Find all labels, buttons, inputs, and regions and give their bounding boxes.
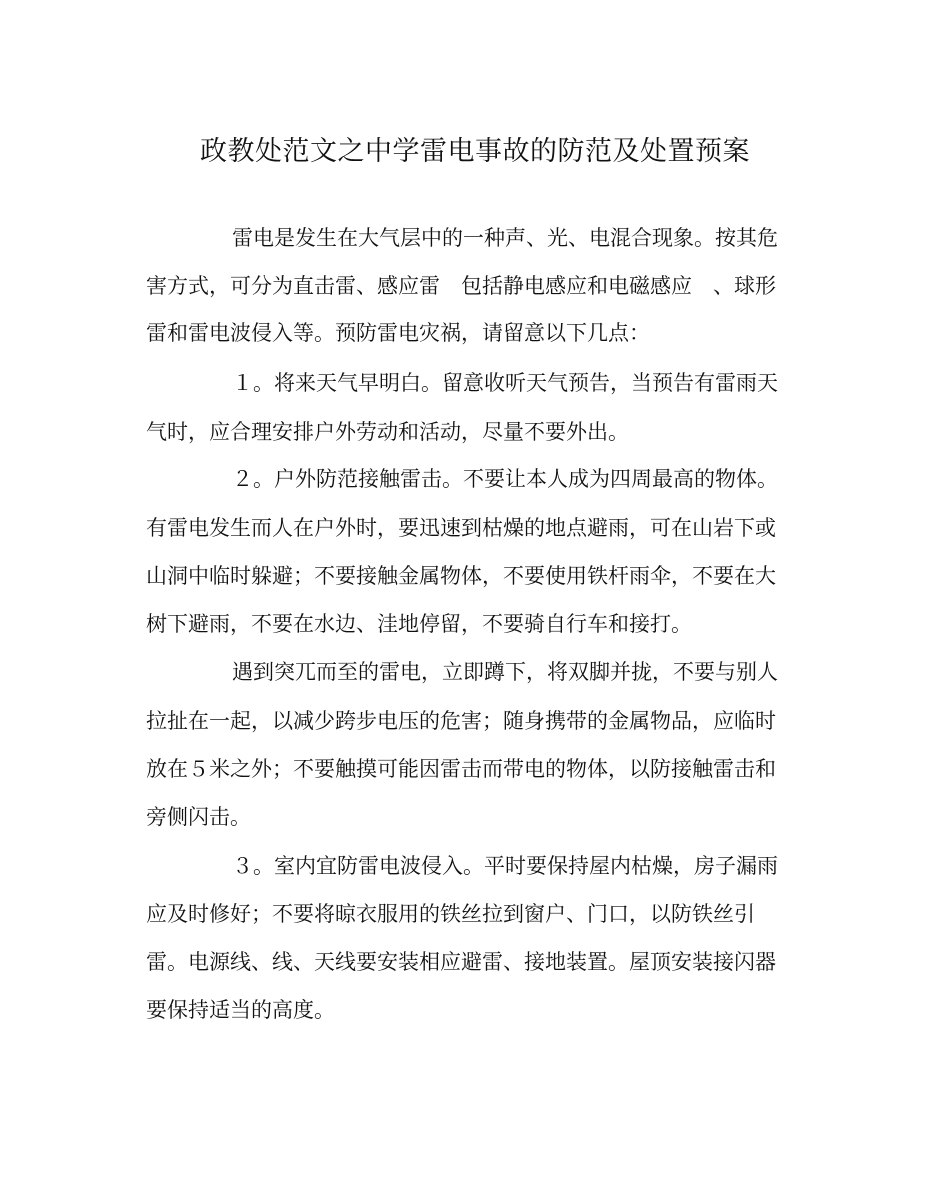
paragraph-line: ３。室内宜防雷电波侵入。平时要保持屋内枯燥，房子漏雨 (232, 854, 778, 878)
paragraph-line: 雷和雷电波侵入等。预防雷电灾祸，请留意以下几点： (146, 321, 650, 345)
paragraph-line: 雷电是发生在大气层中的一种声、光、电混合现象。按其危 (232, 226, 778, 250)
paragraph-line: 遇到突兀而至的雷电，立即蹲下，将双脚并拢，不要与别人 (232, 660, 778, 684)
paragraph-line: 害方式，可分为直击雷、感应雷 包括静电感应和电磁感应 、球形 (146, 274, 776, 298)
paragraph-line: 要保持适当的高度。 (146, 998, 335, 1022)
paragraph-line: 山洞中临时躲避；不要接触金属物体，不要使用铁杆雨伞，不要在大 (146, 564, 776, 588)
paragraph-line: 气时，应合理安排户外劳动和活动，尽量不要外出。 (146, 420, 629, 444)
paragraph-line: 放在５米之外；不要触摸可能因雷击而带电的物体，以防接触雷击和 (146, 757, 776, 781)
document-title: 政教处范文之中学雷电事故的防范及处置预案 (200, 136, 750, 167)
paragraph-line: ２。户外防范接触雷击。不要让本人成为四周最高的物体。 (232, 467, 778, 491)
paragraph-line: １。将来天气早明白。留意收听天气预告，当预告有雷雨天 (232, 371, 778, 395)
paragraph-line: 拉扯在一起，以减少跨步电压的危害；随身携带的金属物品，应临时 (146, 709, 776, 733)
paragraph-line: 应及时修好；不要将晾衣服用的铁丝拉到窗户、门口，以防铁丝引 (146, 902, 755, 926)
paragraph-line: 有雷电发生而人在户外时，要迅速到枯燥的地点避雨，可在山岩下或 (146, 516, 776, 540)
paragraph-line: 旁侧闪击。 (146, 805, 251, 829)
paragraph-line: 树下避雨，不要在水边、洼地停留，不要骑自行车和接打。 (146, 612, 692, 636)
paragraph-line: 雷。电源线、线、天线要安装相应避雷、接地装置。屋顶安装接闪器 (146, 950, 776, 974)
